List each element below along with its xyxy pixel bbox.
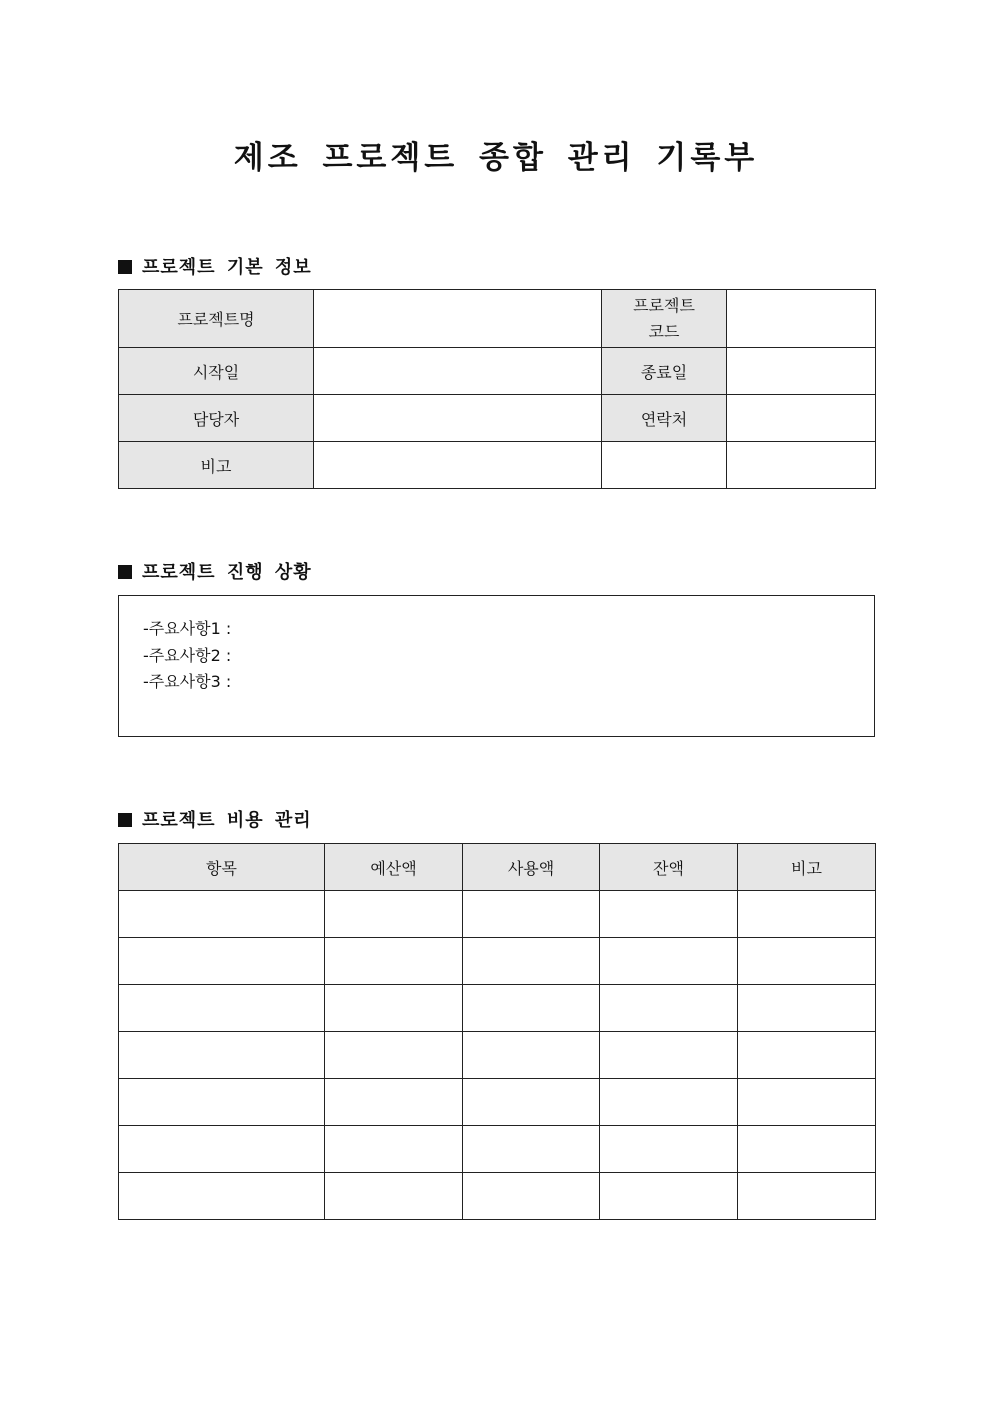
section-heading-text: 프로젝트 비용 관리 [142, 810, 312, 831]
section-heading-text: 프로젝트 기본 정보 [142, 257, 312, 278]
start-date-field[interactable] [314, 348, 602, 395]
balance-cell[interactable] [600, 1032, 738, 1079]
balance-cell[interactable] [600, 1079, 738, 1126]
budget-cell[interactable] [325, 985, 463, 1032]
progress-item-3: -주요사항3 : [143, 672, 232, 691]
budget-cell[interactable] [325, 938, 463, 985]
item-cell[interactable] [119, 891, 325, 938]
square-bullet-icon [118, 565, 132, 579]
table-row [119, 1079, 876, 1126]
label-end-date: 종료일 [602, 348, 727, 395]
item-cell[interactable] [119, 1173, 325, 1220]
header-budget: 예산액 [325, 844, 463, 891]
section-heading-text: 프로젝트 진행 상황 [142, 562, 312, 583]
remarks-cell[interactable] [738, 985, 876, 1032]
spent-cell[interactable] [463, 1173, 600, 1220]
table-row [119, 938, 876, 985]
cost-header-row [119, 844, 876, 891]
budget-cell[interactable] [325, 1126, 463, 1173]
balance-cell[interactable] [600, 938, 738, 985]
section-heading-basic-info [118, 253, 312, 279]
item-cell[interactable] [119, 1032, 325, 1079]
table-row [119, 395, 876, 442]
table-row [119, 985, 876, 1032]
item-cell[interactable] [119, 1079, 325, 1126]
project-name-field[interactable] [314, 290, 602, 348]
table-row [119, 1126, 876, 1173]
section-heading-cost [118, 806, 312, 832]
spent-cell[interactable] [463, 1079, 600, 1126]
spent-cell[interactable] [463, 1126, 600, 1173]
header-balance: 잔액 [600, 844, 738, 891]
remarks-cell[interactable] [738, 1079, 876, 1126]
balance-cell[interactable] [600, 1173, 738, 1220]
table-row [119, 891, 876, 938]
label-project-code [602, 290, 727, 348]
spent-cell[interactable] [463, 938, 600, 985]
end-date-field[interactable] [727, 348, 876, 395]
label-contact: 연락처 [602, 395, 727, 442]
progress-box[interactable] [118, 595, 875, 737]
label-project-code-line2: 코드 [648, 321, 680, 341]
project-code-field[interactable] [727, 290, 876, 348]
balance-cell[interactable] [600, 985, 738, 1032]
spent-cell[interactable] [463, 1032, 600, 1079]
manager-field[interactable] [314, 395, 602, 442]
progress-item-2: -주요사항2 : [143, 645, 232, 665]
budget-cell[interactable] [325, 891, 463, 938]
balance-cell[interactable] [600, 1126, 738, 1173]
section-heading-progress [118, 558, 312, 584]
budget-cell[interactable] [325, 1079, 463, 1126]
header-spent: 사용액 [463, 844, 600, 891]
item-cell[interactable] [119, 938, 325, 985]
label-manager: 담당자 [119, 395, 314, 442]
cost-table-body [119, 891, 876, 1220]
spent-cell[interactable] [463, 985, 600, 1032]
remarks-cell[interactable] [738, 1173, 876, 1220]
budget-cell[interactable] [325, 1032, 463, 1079]
remarks-field[interactable] [314, 442, 602, 489]
square-bullet-icon [118, 260, 132, 274]
document-title: 제조 프로젝트 종합 관리 기록부 [233, 140, 759, 176]
remarks-cell[interactable] [738, 1126, 876, 1173]
header-item: 항목 [119, 844, 325, 891]
contact-field[interactable] [727, 395, 876, 442]
remarks-cell[interactable] [738, 1032, 876, 1079]
cost-table [118, 843, 876, 1220]
table-row [119, 442, 876, 489]
label-start-date: 시작일 [119, 348, 314, 395]
remarks-cell[interactable] [738, 938, 876, 985]
balance-cell[interactable] [600, 891, 738, 938]
budget-cell[interactable] [325, 1173, 463, 1220]
table-row [119, 290, 876, 348]
spent-cell[interactable] [463, 891, 600, 938]
progress-item-1: -주요사항1 : [143, 619, 232, 638]
label-remarks: 비고 [119, 442, 314, 489]
table-row [119, 1173, 876, 1220]
table-row [119, 348, 876, 395]
remarks-cell[interactable] [738, 891, 876, 938]
empty-cell[interactable] [602, 442, 727, 489]
label-project-name: 프로젝트명 [119, 290, 314, 348]
item-cell[interactable] [119, 1126, 325, 1173]
header-remarks: 비고 [738, 844, 876, 891]
item-cell[interactable] [119, 985, 325, 1032]
basic-info-table [118, 289, 876, 489]
table-row [119, 1032, 876, 1079]
square-bullet-icon [118, 813, 132, 827]
label-project-code-line1: 프로젝트 [633, 295, 695, 315]
empty-cell[interactable] [727, 442, 876, 489]
